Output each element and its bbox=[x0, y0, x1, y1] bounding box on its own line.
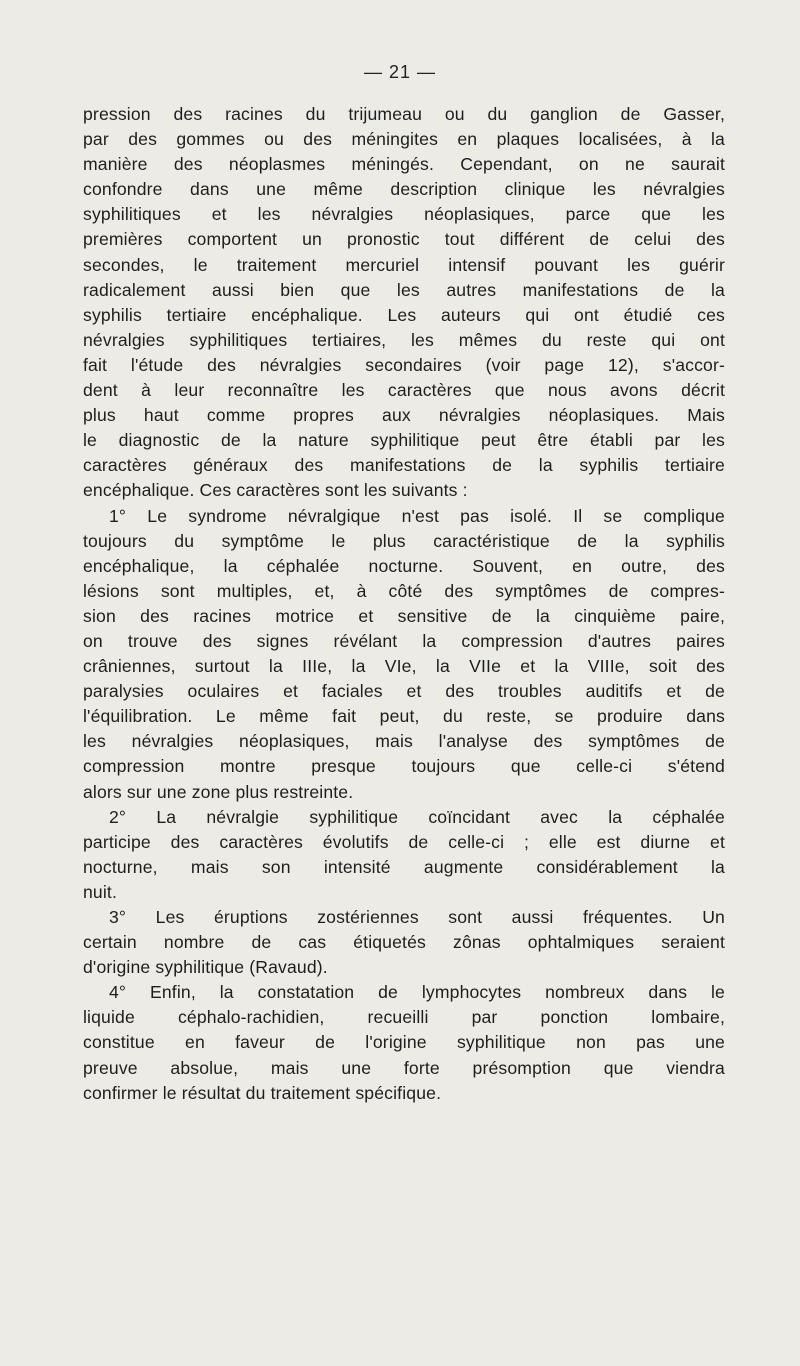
text-line: par des gommes ou des méningites en plaques localisées, à la bbox=[83, 129, 725, 150]
text-line: sion des racines motrice et sensitive de la cinquième paire, bbox=[83, 605, 725, 626]
text-line: radicalement aussi bien que les autres manifestations de la bbox=[83, 279, 725, 300]
text-line: participe des caractères évolutifs de celle-ci ; elle est diurne et bbox=[83, 831, 725, 852]
text-line: d'origine syphilitique (Ravaud). bbox=[83, 957, 328, 978]
text-line: les névralgies néoplasiques, mais l'analyse des symptômes de bbox=[83, 731, 725, 752]
text-line: compression montre presque toujours que celle-ci s'étend bbox=[83, 756, 725, 777]
text-line: pression des racines du trijumeau ou du ganglion de Gasser, bbox=[83, 104, 725, 124]
text-line: paralysies oculaires et faciales et des troubles auditifs et de bbox=[83, 681, 725, 702]
text-line: premières comportent un pronostic tout différent de celui des bbox=[83, 229, 725, 250]
text-line: encéphalique, la céphalée nocturne. Souvent, en outre, des bbox=[83, 555, 725, 576]
text-line: certain nombre de cas étiquetés zônas ophtalmiques seraient bbox=[83, 932, 725, 953]
text-line: confondre dans une même description clinique les névralgies bbox=[83, 179, 725, 200]
text-line: toujours du symptôme le plus caractéristique de la syphilis bbox=[83, 530, 725, 551]
text-line: dent à leur reconnaître les caractères que nous avons décrit bbox=[83, 380, 725, 401]
text-line: névralgies syphilitiques tertiaires, les mêmes du reste qui ont bbox=[83, 329, 725, 350]
text-line: le diagnostic de la nature syphilitique peut être établi par les bbox=[83, 430, 725, 451]
text-line: 3° Les éruptions zostériennes sont aussi fréquentes. Un bbox=[109, 907, 725, 927]
text-line: lésions sont multiples, et, à côté des symptômes de compres- bbox=[83, 580, 725, 601]
text-line: crâniennes, surtout la IIIe, la VIe, la VIIe et la VIIIe, soit des bbox=[83, 656, 725, 677]
text-line: 4° Enfin, la constatation de lymphocytes nombreux dans le bbox=[109, 982, 725, 1003]
text-line: caractères généraux des manifestations de la syphilis tertiaire bbox=[83, 455, 725, 476]
text-line: preuve absolue, mais une forte présomption que viendra bbox=[83, 1057, 725, 1078]
text-line: l'équilibration. Le même fait peut, du reste, se produire dans bbox=[83, 706, 725, 727]
text-line: constitue en faveur de l'origine syphilitique non pas une bbox=[83, 1032, 725, 1053]
text-line: confirmer le résultat du traitement spécifique. bbox=[83, 1082, 442, 1103]
text-line: syphilis tertiaire encéphalique. Les auteurs qui ont étudié ces bbox=[83, 304, 725, 325]
text-line: plus haut comme propres aux névralgies néoplasiques. Mais bbox=[83, 405, 725, 426]
text-line: manière des néoplasmes méningés. Cependant, on ne saurait bbox=[83, 154, 725, 175]
text-line: 2° La névralgie syphilitique coïncidant avec la céphalée bbox=[109, 806, 725, 827]
text-line: nuit. bbox=[83, 881, 118, 902]
text-line: syphilitiques et les névralgies néoplasiques, parce que les bbox=[83, 204, 725, 225]
text-line: nocturne, mais son intensité augmente considérablement la bbox=[83, 856, 725, 877]
text-line: secondes, le traitement mercuriel intensif pouvant les guérir bbox=[83, 254, 725, 275]
text-line: liquide céphalo-rachidien, recueilli par ponction lombaire, bbox=[83, 1007, 725, 1028]
text-line: 1° Le syndrome névralgique n'est pas isolé. Il se complique bbox=[109, 505, 725, 526]
text-line: on trouve des signes révélant la compression d'autres paires bbox=[83, 630, 725, 651]
text-line: alors sur une zone plus restreinte. bbox=[83, 781, 354, 802]
text-line: encéphalique. Ces caractères sont les suivants : bbox=[83, 480, 468, 501]
body-text bbox=[83, 102, 725, 1106]
page-number: — 21 — bbox=[363, 62, 437, 82]
text-line: fait l'étude des névralgies secondaires (voir page 12), s'accor- bbox=[83, 354, 725, 375]
